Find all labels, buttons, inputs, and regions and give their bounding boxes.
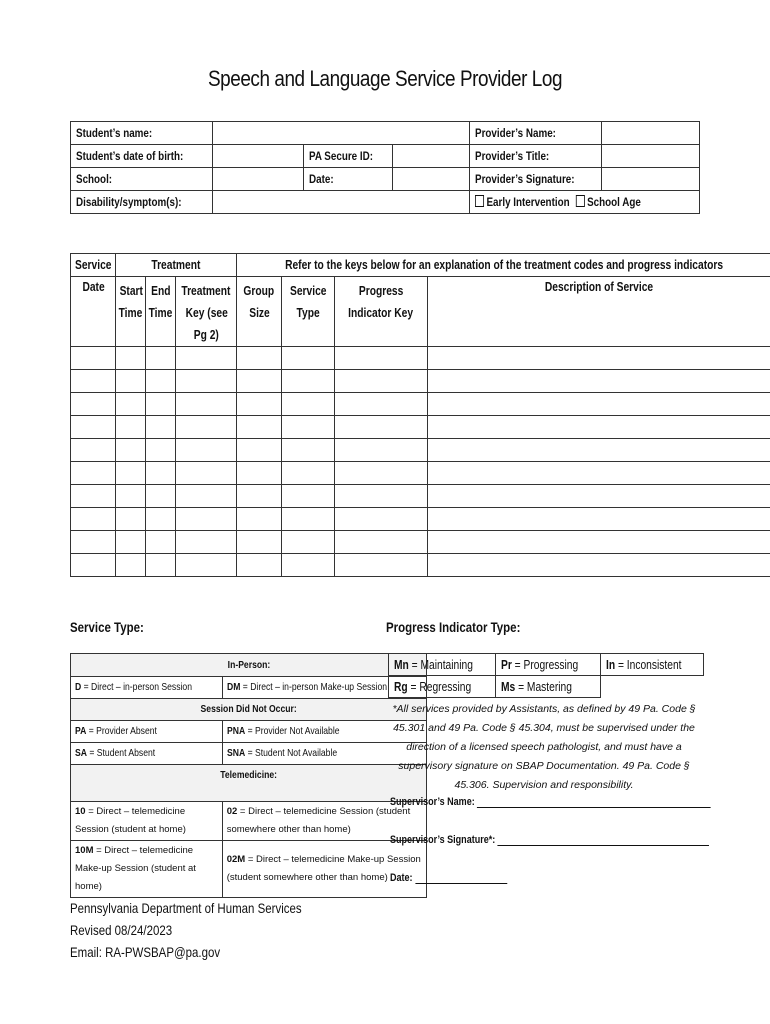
treatment-header: Treatment: [151, 258, 201, 272]
progress-indicator-header: Progress: [358, 284, 403, 298]
disability-label: Disability/symptom(s):: [76, 195, 182, 209]
start-time-header: Start: [119, 284, 143, 298]
school-age-label: School Age: [586, 195, 641, 209]
log-row[interactable]: [71, 347, 770, 370]
end-time-header-2: Time: [149, 306, 173, 320]
supervisor-date-label: Date:: [390, 872, 413, 884]
code-10: 10: [75, 806, 86, 817]
provider-name-field[interactable]: [602, 122, 700, 145]
refer-header: Refer to the keys below for an explanation of the treatment codes and progress indicators: [285, 258, 724, 272]
pa-secure-id-label: PA Secure ID:: [308, 149, 373, 163]
description-header: Description of Service: [545, 280, 654, 294]
supervision-note: *All services provided by Assistants, as defined by 49 Pa. Code § 45.301 and 49 Pa. Code § 45.304, must be supervised under the direction of a licensed speech pathologist, and must have a supervisory signature on SBAP Documentation. 49 Pa. Code § 45.306. Supervision and responsibility.: [392, 703, 696, 791]
date-field[interactable]: [392, 168, 469, 191]
provider-name-label: Provider’s Name:: [474, 126, 556, 140]
code-ms: Ms: [501, 679, 516, 694]
footer-revised: Revised 08/24/2023: [70, 922, 173, 938]
date-label: Date:: [308, 172, 334, 186]
code-10m-text: = Direct – telemedicine Make-up Session (student at home): [75, 845, 196, 892]
progress-indicator-header-2: Indicator Key: [348, 306, 414, 320]
end-time-header: End: [151, 284, 171, 298]
school-label: School:: [76, 172, 113, 186]
code-sna: SNA: [226, 747, 245, 759]
student-info-table: [70, 121, 700, 214]
student-name-label: Student’s name:: [76, 126, 153, 140]
group-size-header: Group: [243, 284, 275, 298]
footer-email[interactable]: Email: RA-PWSBAP@pa.gov: [70, 944, 221, 960]
code-pna: PNA: [226, 725, 245, 737]
code-mn: Mn: [394, 657, 409, 672]
code-in: In: [606, 657, 616, 672]
code-sa: SA: [75, 747, 87, 759]
start-time-header-2: Time: [119, 306, 143, 320]
treatment-key-header: Treatment: [181, 284, 231, 298]
code-rg: Rg: [394, 679, 408, 694]
code-02m-text: = Direct – telemedicine Make-up Session (student somewhere other than home): [226, 854, 421, 883]
code-pa: PA: [75, 725, 87, 737]
code-10m: 10M: [75, 845, 94, 856]
school-age-checkbox[interactable]: [575, 195, 584, 207]
code-rg-text: = Regressing: [407, 679, 472, 694]
service-header: Service: [75, 258, 112, 272]
code-dm-text: = Direct – in-person Make-up Session: [240, 681, 387, 693]
code-sa-text: = Student Absent: [86, 747, 156, 759]
code-sna-text: = Student Not Available: [244, 747, 337, 759]
code-in-text: = Inconsistent: [615, 657, 682, 672]
supervisor-date-line[interactable]: [415, 872, 507, 884]
code-02-text: = Direct – telemedicine Session (student somewhere other than home): [226, 806, 411, 835]
code-ms-text: = Mastering: [515, 679, 573, 694]
log-row[interactable]: [71, 508, 770, 531]
code-dm: DM: [226, 681, 241, 693]
telemedicine-heading: Telemedicine:: [220, 769, 277, 781]
log-row[interactable]: [71, 439, 770, 462]
student-dob-label: Student’s date of birth:: [76, 149, 184, 163]
log-row[interactable]: [71, 393, 770, 416]
code-pa-text: = Provider Absent: [86, 725, 157, 737]
service-log-table: [70, 253, 770, 577]
code-d-text: = Direct – in-person Session: [81, 681, 193, 693]
provider-title-label: Provider’s Title:: [474, 149, 550, 163]
page-title: Speech and Language Service Provider Log: [207, 66, 563, 91]
code-02: 02: [226, 806, 238, 817]
code-10-text: = Direct – telemedicine Session (student at home): [75, 806, 186, 835]
code-d: D: [75, 681, 82, 693]
service-type-key-table: [70, 653, 427, 898]
code-02m: 02M: [226, 854, 246, 865]
log-row[interactable]: [71, 370, 770, 393]
early-intervention-checkbox[interactable]: [475, 195, 484, 207]
provider-title-field[interactable]: [602, 145, 700, 168]
log-row[interactable]: [71, 462, 770, 485]
group-size-header-2: Size: [248, 306, 270, 320]
supervisor-name-line[interactable]: [477, 796, 711, 808]
service-type-header: Service: [289, 284, 327, 298]
log-row[interactable]: [71, 485, 770, 508]
service-type-header-2: Type: [296, 306, 320, 320]
footer-department: Pennsylvania Department of Human Services: [70, 900, 302, 916]
in-person-heading: In-Person:: [227, 658, 270, 671]
log-row[interactable]: [71, 416, 770, 439]
progress-indicator-label: Progress Indicator Type:: [386, 619, 521, 635]
log-row[interactable]: [71, 531, 770, 554]
code-pna-text: = Provider Not Available: [244, 725, 340, 737]
log-row[interactable]: [71, 554, 770, 577]
provider-signature-field[interactable]: [602, 168, 700, 191]
treatment-key-header-2: Key (see: [185, 306, 228, 320]
school-field[interactable]: [212, 168, 303, 191]
student-name-field[interactable]: [212, 122, 469, 145]
session-not-heading: Session Did Not Occur:: [200, 703, 297, 715]
code-mn-text: = Maintaining: [408, 657, 473, 672]
code-pr: Pr: [501, 657, 513, 672]
pa-secure-id-field[interactable]: [392, 145, 469, 168]
service-type-label: Service Type:: [70, 619, 144, 635]
date-header: Date: [82, 280, 105, 294]
supervisor-signature-label: Supervisor’s Signature*:: [390, 834, 496, 846]
treatment-key-header-3: Pg 2): [193, 328, 219, 342]
progress-key-table: [388, 653, 704, 698]
student-dob-field[interactable]: [212, 145, 303, 168]
disability-field[interactable]: [212, 191, 469, 214]
code-pr-text: = Progressing: [512, 657, 579, 672]
supervisor-name-label: Supervisor’s Name:: [390, 796, 475, 808]
supervisor-signature-line[interactable]: [498, 834, 710, 846]
provider-signature-label: Provider’s Signature:: [474, 172, 575, 186]
early-intervention-label: Early Intervention: [486, 195, 570, 209]
